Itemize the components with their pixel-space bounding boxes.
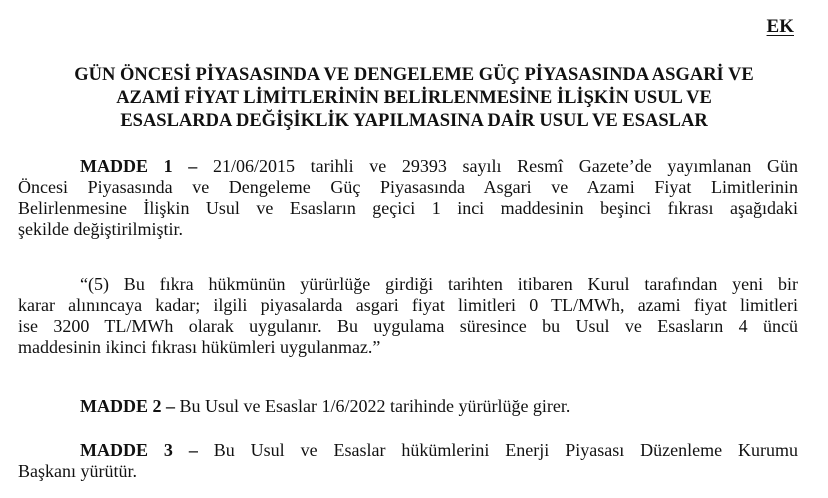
article-1-label: MADDE 1 –	[80, 156, 198, 176]
article-1-line: Belirlenmesine İlişkin Usul ve Esasların geçici 1 inci maddesinin beşinci fıkrası aşağıdaki	[18, 198, 798, 218]
article-3-label: MADDE 3 –	[80, 440, 198, 460]
article-3	[18, 440, 798, 482]
article-2-label: MADDE 2 –	[80, 396, 175, 416]
quoted-amendment	[18, 274, 798, 358]
article-3-line	[18, 440, 798, 461]
article-1-line: Öncesi Piyasasında ve Dengeleme Güç Piyasasında Asgari ve Azami Fiyat Limitlerinin	[18, 177, 798, 197]
article-1-line	[18, 156, 798, 177]
article-1-text: 21/06/2015 tarihli ve 29393 sayılı Resmî Gazete’de yayımlanan Gün	[197, 156, 799, 176]
document-title	[20, 64, 808, 133]
article-3-text: Bu Usul ve Esaslar hükümlerini Enerji Piyasası Düzenleme Kurumu	[197, 440, 798, 460]
annex-label: EK	[766, 16, 794, 37]
article-1-line: şekilde değiştirilmiştir.	[18, 219, 183, 239]
title-line: ESASLARDA DEĞİŞİKLİK YAPILMASINA DAİR USUL VE ESASLAR	[120, 111, 708, 131]
quote-line: karar alınıncaya kadar; ilgili piyasalarda asgari fiyat limitleri 0 TL/MWh, azami fiyat limitleri	[18, 295, 798, 315]
article-3-line: Başkanı yürütür.	[18, 461, 137, 481]
article-1	[18, 156, 798, 240]
article-2-line	[18, 396, 798, 417]
title-line: AZAMİ FİYAT LİMİTLERİNİN BELİRLENMESİNE İLİŞKİN USUL VE	[116, 88, 712, 108]
article-2	[18, 396, 798, 417]
quote-line: maddesinin ikinci fıkrası hükümleri uygulanmaz.”	[18, 337, 381, 357]
quote-line: ise 3200 TL/MWh olarak uygulanır. Bu uygulama süresince bu Usul ve Esasların 4 üncü	[18, 316, 798, 336]
title-line: GÜN ÖNCESİ PİYASASINDA VE DENGELEME GÜÇ PİYASASINDA ASGARİ VE	[74, 65, 754, 85]
article-2-text: Bu Usul ve Esaslar 1/6/2022 tarihinde yürürlüğe girer.	[175, 396, 571, 416]
quote-line: “(5) Bu fıkra hükmünün yürürlüğe girdiği tarihten itibaren Kurul tarafından yeni bir	[80, 274, 798, 294]
